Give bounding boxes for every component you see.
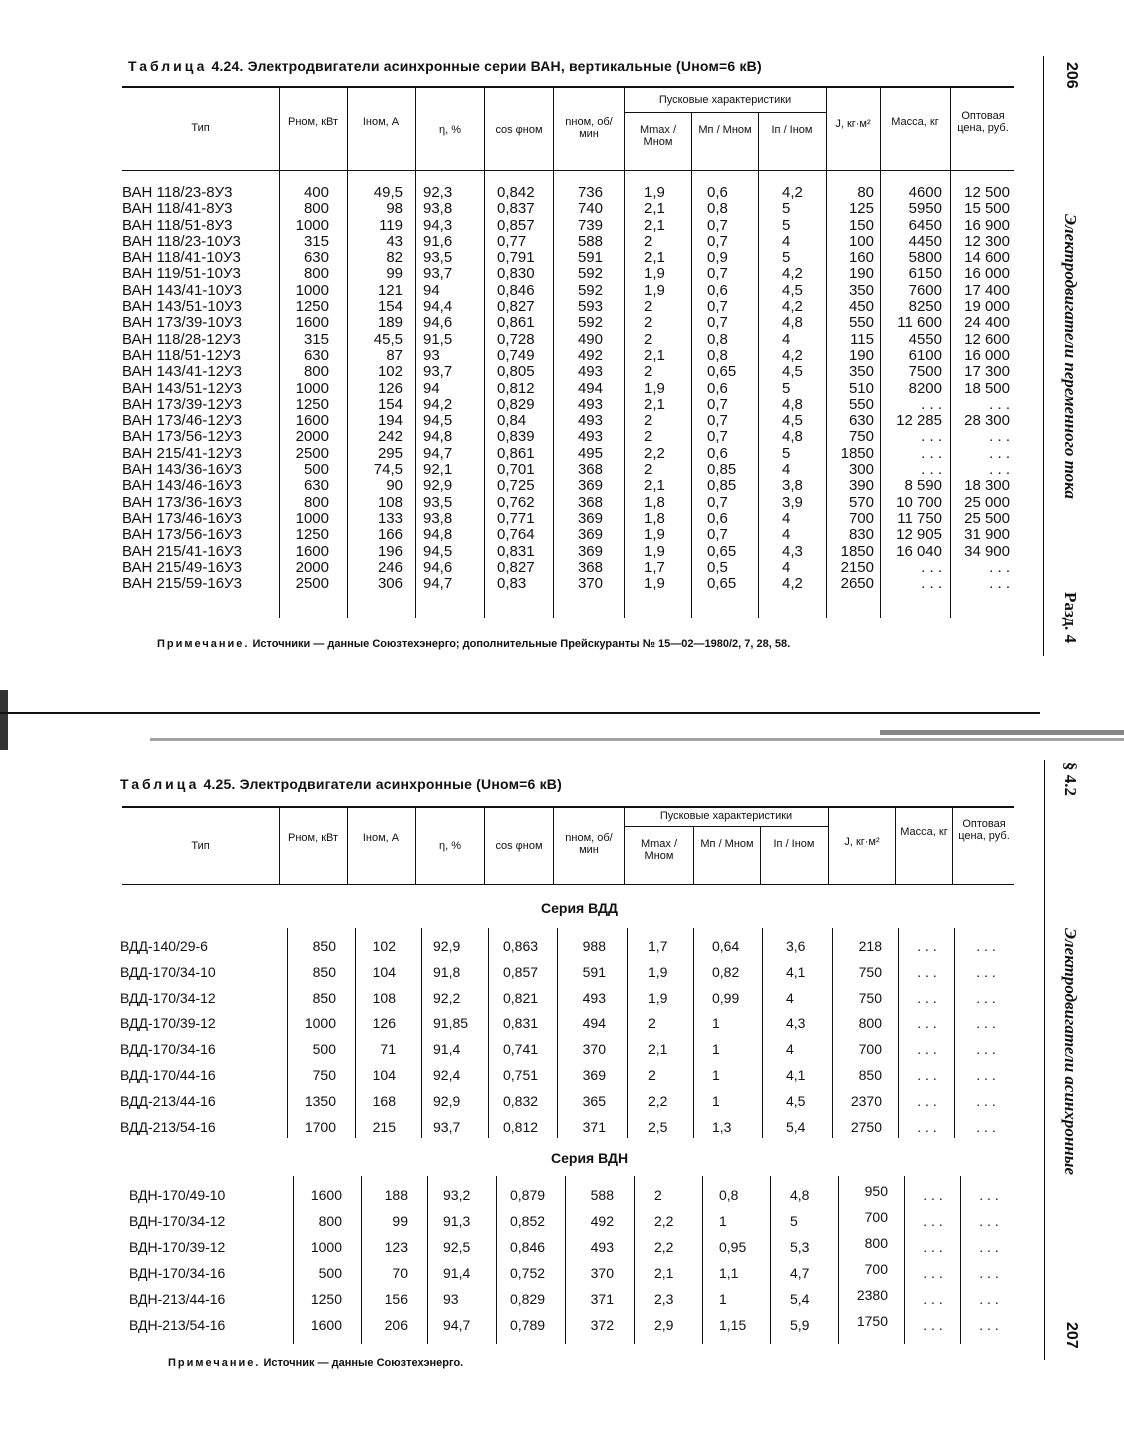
header-mass: Масса, кг: [900, 826, 948, 838]
header-start: Пусковые характеристики: [659, 810, 793, 822]
grid-line: [421, 928, 422, 1138]
vdn-col-mmax: 2 2,2 2,2 2,1 2,3 2,9: [654, 1187, 674, 1333]
margin-rule: [1043, 56, 1044, 656]
grid-line: [758, 112, 759, 618]
vdn-col-n: 588 492 493 370 371 372: [590, 1187, 614, 1333]
grid-line: [826, 86, 827, 618]
t24-col-n: 736 740 739 588 591 592 592 593 592 490 492 493 494 493 493 493 495 368 369 368 369 369 369 368 370: [577, 184, 603, 593]
t24-col-mp: 0,6 0,8 0,7 0,7 0,9 0,7 0,6 0,7 0,7 0,8 0,8 0,65 0,6 0,7 0,7 0,7 0,6 0,85 0,85 0,7 0,6 0,7 0,65 0,5 0,65: [707, 184, 737, 593]
series-vdn-heading: Серия ВДН: [551, 1150, 629, 1166]
t24-col-i: 49,5 98 119 43 82 99 121 154 189 45,5 87 102 126 154 194 242 295 74,5 90 108 133 166 196 246 306: [373, 184, 403, 593]
vdd-col-j: 218 750 750 800 700 850 2370 2750: [850, 938, 882, 1135]
running-head-paragraph: § 4.2: [1061, 762, 1080, 796]
caption-text: 4.25. Электродвигатели асинхронные (Uном=6 кВ): [203, 776, 562, 792]
grid-line: [279, 86, 280, 618]
note-text: Источник — данные Союзтехэнерго.: [263, 1357, 464, 1369]
vdd-col-cos: 0,863 0,857 0,821 0,831 0,741 0,751 0,832 0,812: [503, 938, 539, 1135]
grid-line: [484, 806, 485, 884]
scan-mark: [0, 690, 8, 750]
grid-line: [287, 928, 288, 1138]
vdn-col-p: 1600 800 1000 500 1250 1600: [310, 1187, 342, 1333]
header-eta: η, %: [438, 124, 461, 136]
header-ip: Iп / Iном: [771, 124, 813, 136]
t24-col-price: 12 500 15 500 16 900 12 300 14 600 16 000 17 400 19 000 24 400 12 600 16 000 17 300 18 500 . . . 28 300 . . . . . . . . . 18 300 25 000 25 500 31 900 34 900 . . . . . .: [964, 184, 1010, 593]
caption-label: Таблица: [120, 776, 200, 792]
header-start: Пусковые характеристики: [658, 94, 792, 106]
vdn-col-ip: 4,8 5 5,3 4,7 5,4 5,9: [790, 1187, 810, 1333]
caption-label: Таблица: [128, 58, 208, 74]
running-head-subsection: Электродвигатели асинхронные: [1061, 928, 1080, 1176]
scan-divider-line: [0, 712, 1040, 714]
t24-col-cos: 0,842 0,837 0,857 0,77 0,791 0,830 0,846 0,827 0,861 0,728 0,749 0,805 0,812 0,829 0,84 0,839 0,861 0,701 0,725 0,762 0,771 0,764 0,831 0,827 0,83: [497, 184, 535, 593]
vdd-col-mass: . . . . . . . . . . . . . . . . . . . . . . . .: [917, 938, 937, 1135]
grid-line: [904, 1176, 905, 1344]
grid-line: [693, 928, 694, 1138]
grid-line: [427, 1176, 428, 1344]
grid-line: [952, 806, 953, 884]
vdd-col-n: 988 591 493 494 370 369 365 371: [582, 938, 606, 1135]
grid-line: [355, 928, 356, 1138]
header-j: J, кг·м²: [835, 118, 871, 130]
table-4-24-start-subrule: [624, 112, 826, 113]
vdn-col-mp: 0,8 1 0,95 1,1 1 1,15: [719, 1187, 747, 1333]
grid-line: [954, 928, 955, 1138]
table-4-25-header-bottom-rule: [122, 884, 1014, 885]
grid-line: [484, 86, 485, 618]
table-4-24-caption: [128, 58, 762, 74]
header-ip: Iп / Iном: [773, 838, 815, 850]
header-cos: cos φном: [495, 840, 543, 852]
scan-noise: [880, 730, 1124, 735]
page-number-bottom: 207: [1063, 1322, 1080, 1349]
grid-line: [838, 1176, 839, 1344]
grid-line: [279, 806, 280, 884]
running-head-section: Электродвигатели переменного тока: [1061, 214, 1080, 499]
grid-line: [627, 928, 628, 1138]
header-cos: cos φном: [495, 124, 543, 136]
grid-line: [691, 112, 692, 618]
grid-line: [496, 1176, 497, 1344]
table-4-25-start-subrule: [624, 826, 828, 827]
grid-line: [770, 1176, 771, 1344]
vdd-col-p: 850 850 850 1000 500 750 1350 1700: [304, 938, 336, 1135]
header-price: Оптовая цена, руб.: [958, 818, 1010, 842]
header-mp: Mп / Mном: [698, 124, 752, 136]
vdd-col-price: . . . . . . . . . . . . . . . . . . . . . . . .: [976, 938, 996, 1135]
vdn-col-cos: 0,879 0,852 0,846 0,752 0,829 0,789: [510, 1187, 546, 1333]
grid-line: [293, 1176, 294, 1344]
table-4-25-note: [168, 1357, 463, 1369]
header-p: Pном, кВт: [287, 832, 339, 844]
t24-col-eta: 92,3 93,8 94,3 91,6 93,5 93,7 94 94,4 94,6 91,5 93 93,7 94 94,2 94,5 94,8 94,7 92,1 92,9 93,5 93,8 94,8 94,5 94,6 94,7: [423, 184, 453, 593]
header-i: Iном, А: [362, 116, 400, 128]
running-head-chapter: Разд. 4: [1061, 592, 1080, 644]
grid-line: [762, 928, 763, 1138]
grid-line: [895, 806, 896, 884]
header-eta: η, %: [438, 840, 461, 852]
grid-line: [693, 826, 694, 884]
vdn-col-price: . . . . . . . . . . . . . . . . . .: [979, 1187, 999, 1333]
t24-col-mass: 4600 5950 6450 4450 5800 6150 7600 8250 11 600 4550 6100 7500 8200 . . . 12 285 . . . . . . . . . 8 590 10 700 11 750 12 905 16 040 . . . . . .: [896, 184, 942, 593]
grid-line: [557, 928, 558, 1138]
header-mass: Масса, кг: [891, 116, 939, 128]
grid-line: [347, 86, 348, 618]
grid-line: [565, 1176, 566, 1344]
t24-col-type: ВАН 118/23-8У3 ВАН 118/41-8У3 ВАН 118/51-8У3 ВАН 118/23-10У3 ВАН 118/41-10У3 ВАН 119/51-10У3 ВАН 143/41-10У3 ВАН 143/51-10У3 ВАН 173/39-10У3 ВАН 118/28-12У3 ВАН 118/51-12У3 ВАН 143/41-12У3 ВАН 143/51-12У3 ВАН 173/39-12У3 ВАН 173/46-12У3 ВАН 173/56-12У3 ВАН 215/41-12У3 ВАН 143/36-16У3 ВАН 143/46-16У3 ВАН 173/36-16У3 ВАН 173/46-16У3 ВАН 173/56-16У3 ВАН 215/41-16У3 ВАН 215/49-16У3 ВАН 215/59-16У3: [122, 184, 242, 593]
t24-col-ip: 4,2 5 5 4 5 4,2 4,5 4,2 4,8 4 4,2 4,5 5 4,8 4,5 4,8 5 4 3,8 3,9 4 4 4,3 4 4,2: [782, 184, 803, 593]
grid-line: [624, 86, 625, 618]
header-type: Тип: [191, 840, 210, 852]
grid-line: [760, 826, 761, 884]
vdn-col-mass: . . . . . . . . . . . . . . . . . .: [923, 1187, 943, 1333]
header-p: Pном, кВт: [287, 116, 339, 128]
grid-line: [553, 86, 554, 618]
vdn-col-type: ВДН-170/49-10 ВДН-170/34-12 ВДН-170/39-12 ВДН-170/34-16 ВДН-213/44-16 ВДН-213/54-16: [129, 1187, 226, 1333]
vdd-col-mp: 0,64 0,82 0,99 1 1 1 1 1,3: [712, 938, 740, 1135]
grid-line: [415, 86, 416, 618]
grid-line: [415, 806, 416, 884]
table-4-25-caption: [120, 776, 562, 792]
page-number-top: 206: [1063, 62, 1080, 89]
grid-line: [553, 806, 554, 884]
header-mmax: Mmax / Mном: [640, 838, 678, 862]
header-n: nном, об/мин: [565, 832, 613, 856]
header-mmax: Mmax / Mном: [639, 124, 677, 148]
grid-line: [347, 806, 348, 884]
scan-noise: [150, 738, 1124, 741]
header-price: Оптовая цена, руб.: [957, 110, 1009, 134]
vdn-col-eta: 93,2 91,3 92,5 91,4 93 94,7: [443, 1187, 471, 1333]
t24-col-j: 80 125 150 100 160 190 350 450 550 115 190 350 510 550 630 750 1850 300 390 570 700 830 1850 2150 2650: [840, 184, 874, 593]
note-label: Примечание.: [157, 638, 250, 650]
note-text: Источники — данные Союзтехэнерго; дополнительные Прейскуранты № 15—02—1980/2, 7, 28, 58.: [252, 638, 791, 650]
series-vdd-heading: Серия ВДД: [541, 900, 618, 916]
header-type: Тип: [191, 122, 210, 134]
vdd-col-ip: 3,6 4,1 4 4,3 4 4,1 4,5 5,4: [786, 938, 806, 1135]
header-j: J, кг·м²: [844, 836, 880, 848]
grid-line: [880, 86, 881, 618]
grid-line: [950, 86, 951, 618]
vdn-col-j: 950 700 800 700 2380 1750: [856, 1183, 888, 1329]
grid-line: [960, 1176, 961, 1344]
grid-line: [634, 1176, 635, 1344]
t24-col-p: 400 800 1000 315 630 800 1000 1250 1600 315 630 800 1000 1250 1600 2000 2500 500 630 800 1000 1250 1600 2000 2500: [295, 184, 329, 593]
grid-line: [898, 928, 899, 1138]
vdd-col-type: ВДД-140/29-6 ВДД-170/34-10 ВДД-170/34-12 ВДД-170/39-12 ВДД-170/34-16 ВДД-170/44-16 ВДД-213/44-16 ВДД-213/54-16: [120, 938, 216, 1135]
header-i: Iном, А: [362, 832, 400, 844]
t24-col-mmax: 1,9 2,1 2,1 2 2,1 1,9 1,9 2 2 2 2,1 2 1,9 2,1 2 2 2,2 2 2,1 1,8 1,8 1,9 1,9 1,7 1,9: [644, 184, 665, 593]
grid-line: [828, 806, 829, 884]
margin-rule: [1044, 760, 1045, 1360]
note-label: Примечание.: [168, 1357, 261, 1369]
header-n: nном, об/мин: [565, 116, 613, 140]
vdd-col-i: 102 104 108 126 71 104 168 215: [372, 938, 396, 1135]
grid-line: [361, 1176, 362, 1344]
grid-line: [702, 1176, 703, 1344]
vdn-col-i: 188 99 123 70 156 206: [384, 1187, 408, 1333]
header-mp: Mп / Mном: [700, 838, 754, 850]
table-4-24-note: [157, 638, 790, 650]
table-4-25-top-rule: [122, 806, 1014, 808]
vdd-col-mmax: 1,7 1,9 1,9 2 2,1 2 2,2 2,5: [648, 938, 668, 1135]
caption-text: 4.24. Электродвигатели асинхронные серии ВАН, вертикальные (Uном=6 кВ): [211, 58, 762, 74]
vdd-col-eta: 92,9 91,8 92,2 91,85 91,4 92,4 92,9 93,7: [433, 938, 469, 1135]
grid-line: [832, 928, 833, 1138]
grid-line: [488, 928, 489, 1138]
